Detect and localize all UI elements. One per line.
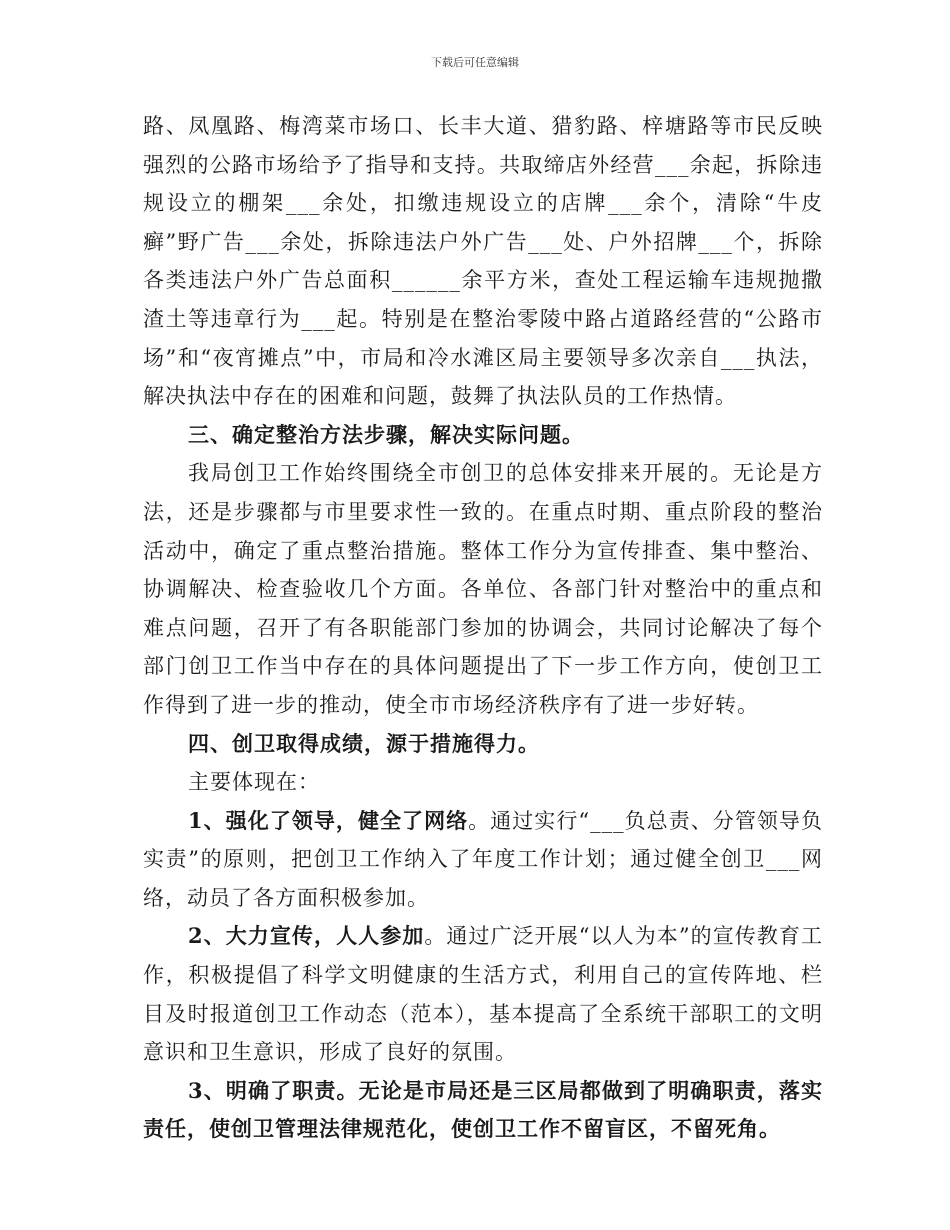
list-item-2-body: 。通过广泛开展“以人为本”的宣传教育工作，积极提倡了科学文明健康的生活方式，利用自己的宣传阵地、栏目及时报道创卫工作动态（范本），基本提高了全系统干部职工的文明意识和卫生意识，形成了良好的氛围。 bbox=[143, 924, 823, 1065]
list-item-2-title: 2、大力宣传，人人参加 bbox=[188, 923, 425, 949]
section-heading-3: 三、确定整治方法步骤，解决实际问题。 bbox=[188, 421, 584, 447]
document-body bbox=[143, 107, 823, 1149]
list-item-2 bbox=[143, 917, 823, 1071]
paragraph-intro: 主要体现在： bbox=[188, 770, 320, 795]
list-item-1 bbox=[143, 802, 823, 918]
paragraph-methods: 我局创卫工作始终围绕全市创卫的总体安排来开展的。无论是方法，还是步骤都与市里要求性一致的。在重点时期、重点阶段的整治活动中，确定了重点整治措施。整体工作分为宣传排查、集中整治、协调解决、检查验收几个方面。各单位、各部门针对整治中的重点和难点问题，召开了有各职能部门参加的协调会，共同讨论解决了每个部门创卫工作当中存在的具体问题提出了下一步工作方向，使创卫工作得到了进一步的推动，使全市市场经济秩序有了进一步好转。 bbox=[143, 461, 823, 717]
list-item-3: 3、明确了职责。无论是市局还是三区局都做到了明确职责，落实责任，使创卫管理法律规范化，使创卫工作不留盲区，不留死角。 bbox=[143, 1077, 823, 1142]
list-item-1-body: 。通过实行“___负总责、分管领导负实责”的原则，把创卫工作纳入了年度工作计划；通过健全创卫___网络，动员了各方面积极参加。 bbox=[143, 808, 823, 910]
page-header: 下载后可任意编辑 bbox=[431, 56, 519, 69]
list-item-1-title: 1、强化了领导，健全了网络 bbox=[188, 807, 469, 833]
paragraph-enforcement-results: 路、凤凰路、梅湾菜市场口、长丰大道、猎豹路、梓塘路等市民反映强烈的公路市场给予了指导和支持。共取缔店外经营___余起，拆除违规设立的棚架___余处，扣缴违规设立的店牌___余个，清除“牛皮癣”野广告___余处，拆除违法户外广告___处、户外招牌___个，拆除各类违法户外广告总面积______余平方米，查处工程运输车违规抛撒渣土等违章行为___起。特别是在整治零陵中路占道路经营的“公路市场”和“夜宵摊点”中，市局和冷水滩区局主要领导多次亲自___执法，解决执法中存在的困难和问题，鼓舞了执法队员的工作热情。 bbox=[143, 114, 823, 409]
section-heading-4: 四、创卫取得成绩，源于措施得力。 bbox=[188, 730, 540, 756]
